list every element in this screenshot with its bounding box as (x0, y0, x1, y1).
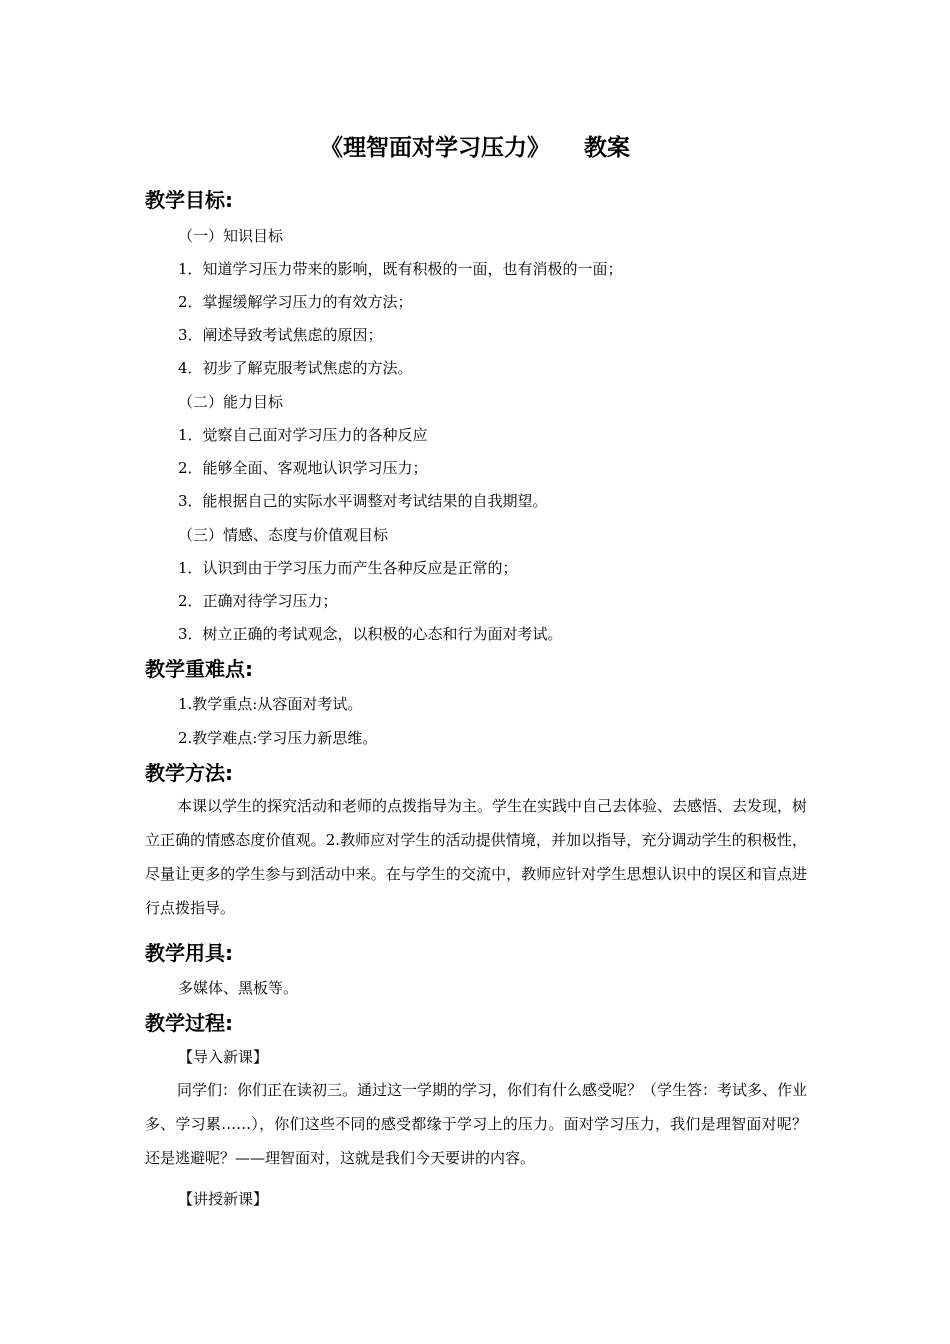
heading-process: 教学过程: (145, 1011, 233, 1035)
list-item: 1．认识到由于学习压力而产生各种反应是正常的； (178, 559, 518, 577)
section-label-new: 【讲授新课】 (178, 1190, 269, 1208)
list-item: 3．树立正确的考试观念，以积极的心态和行为面对考试。 (178, 625, 563, 643)
heading-tools: 教学用具: (145, 941, 233, 965)
heading-methods: 教学方法: (145, 761, 233, 785)
tools-text: 多媒体、黑板等。 (178, 979, 299, 997)
list-item: 3．阐述导致考试焦虑的原因； (178, 326, 383, 344)
list-item: 2．能够全面、客观地认识学习压力； (178, 459, 428, 477)
list-item: 3．能根据自己的实际水平调整对考试结果的自我期望。 (178, 492, 548, 510)
list-item: 2．正确对待学习压力； (178, 592, 338, 610)
title-suffix: 教案 (584, 135, 630, 161)
heading-objectives: 教学目标: (145, 188, 233, 212)
list-item: 4．初步了解克服考试焦虑的方法。 (178, 359, 413, 377)
sub-ability: （二）能力目标 (178, 393, 284, 411)
list-item: 2．掌握缓解学习压力的有效方法； (178, 293, 413, 311)
sub-emotion: （三）情感、态度与价值观目标 (178, 526, 389, 544)
intro-paragraph: 同学们：你们正在读初三。通过这一学期的学习，你们有什么感受呢？（学生答：考试多、作业多、学习累……），你们这些不同的感受都缘于学习上的压力。面对学习压力，我们是理智面对呢？还是逃避呢？——理智面对，这就是我们今天要讲的内容。 (145, 1081, 808, 1167)
list-item: 1．知道学习压力带来的影响，既有积极的一面，也有消极的一面； (178, 260, 623, 278)
list-item: 2.教学难点:学习压力新思维。 (178, 729, 378, 747)
methods-paragraph: 本课以学生的探究活动和老师的点拨指导为主。学生在实践中自己去体验、去感悟、去发现，树立正确的情感态度价值观。2.教师应对学生的活动提供情境，并加以指导，充分调动学生的积极性，尽量让更多的学生参与到活动中来。在与学生的交流中，教师应针对学生思想认识中的误区和盲点进行点拨指导。 (145, 797, 808, 917)
list-item: 1．觉察自己面对学习压力的各种反应 (178, 426, 428, 444)
heading-keypoints: 教学重难点: (145, 657, 253, 681)
title-main: 《理智面对学习压力》 (320, 135, 550, 161)
section-label-intro: 【导入新课】 (178, 1048, 269, 1066)
page-title (0, 133, 950, 163)
sub-knowledge: （一）知识目标 (178, 227, 284, 245)
list-item: 1.教学重点:从容面对考试。 (178, 695, 363, 713)
